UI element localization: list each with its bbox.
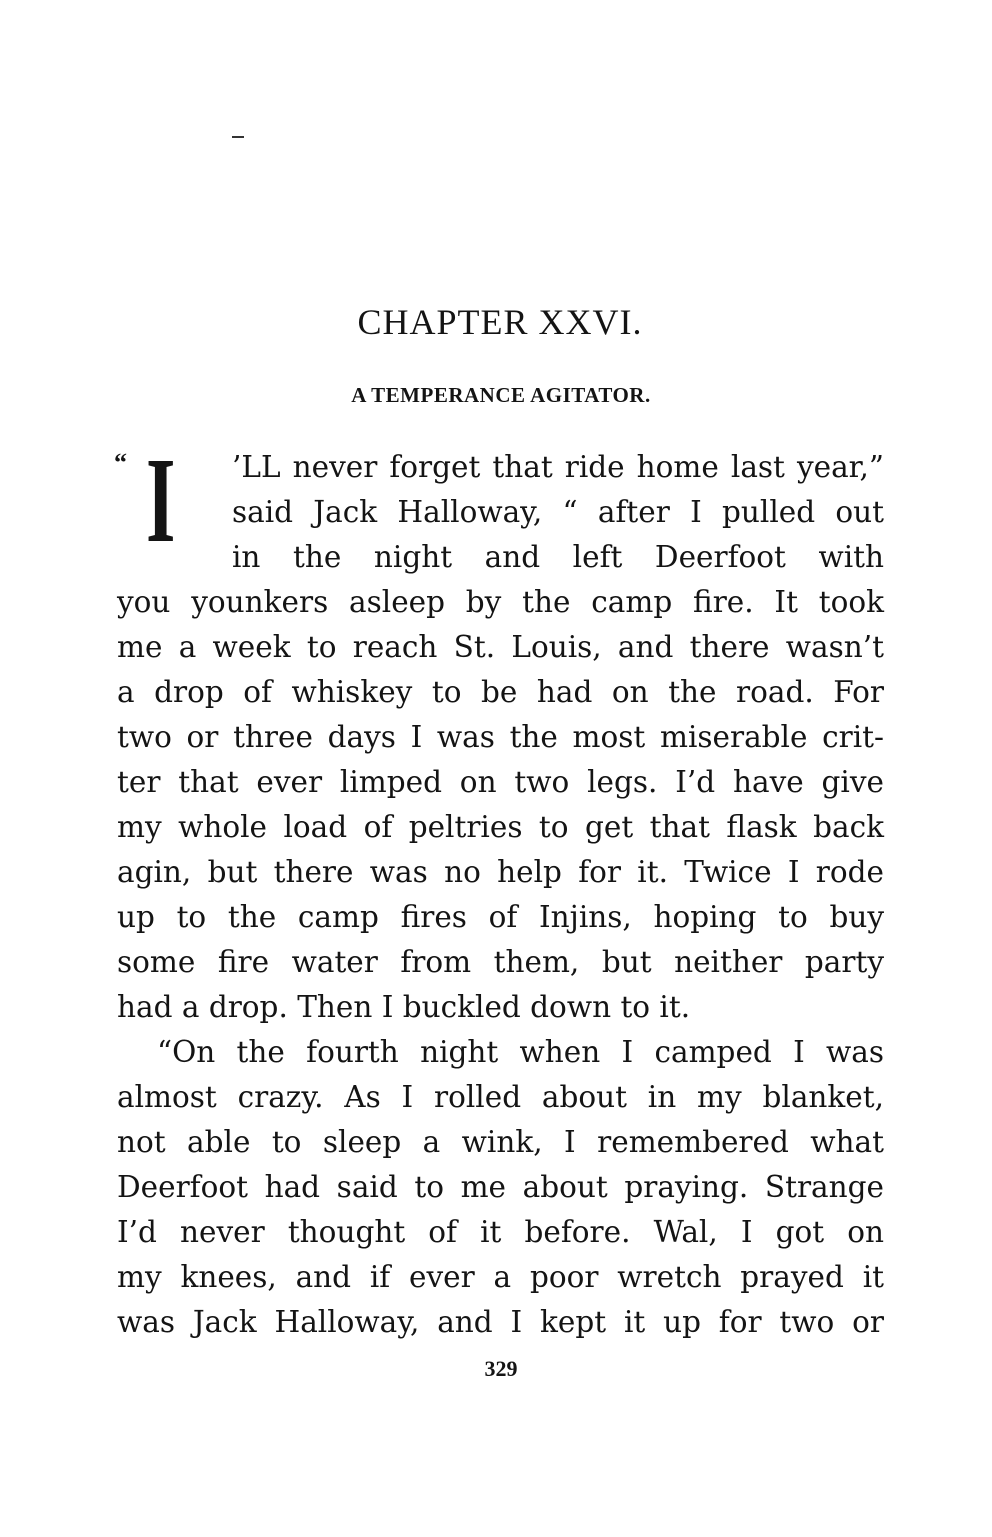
text-line: two or three days I was the most miserable crit-: [117, 720, 884, 754]
text-line: was Jack Halloway, and I kept it up for two or: [117, 1305, 884, 1339]
text-line: agin, but there was no help for it. Twice I rode: [117, 855, 884, 889]
text-line: my knees, and if ever a poor wretch prayed it: [117, 1260, 884, 1294]
text-line: ter that ever limped on two legs. I’d have give: [117, 765, 884, 799]
body-text: [117, 433, 884, 1345]
text-line: up to the camp fires of Injins, hoping to buy: [117, 900, 884, 934]
text-line: my whole load of peltries to get that flask back: [117, 810, 884, 844]
text-line: I’d never thought of it before. Wal, I got on: [117, 1215, 884, 1249]
drop-cap-letter: I: [146, 433, 176, 568]
text-line: in the night and left Deerfoot with: [232, 540, 884, 574]
text-line: ’LL never forget that ride home last year,”: [232, 450, 884, 484]
text-line: Deerfoot had said to me about praying. Strange: [117, 1170, 884, 1204]
text-line: almost crazy. As I rolled about in my blanket,: [117, 1080, 884, 1114]
text-line: “On the fourth night when I camped I was: [157, 1035, 884, 1069]
text-line: said Jack Halloway, “ after I pulled out: [232, 495, 884, 529]
text-line: a drop of whiskey to be had on the road. For: [117, 675, 884, 709]
chapter-title: A TEMPERANCE AGITATOR.: [351, 383, 651, 407]
chapter-number: CHAPTER XXVI.: [357, 302, 643, 342]
stray-print-mark: [232, 136, 244, 138]
page-number: 329: [484, 1356, 518, 1381]
text-line: not able to sleep a wink, I remembered what: [117, 1125, 884, 1159]
text-line: had a drop. Then I buckled down to it.: [117, 990, 691, 1024]
text-line: you younkers asleep by the camp fire. It took: [117, 585, 884, 619]
text-line: some fire water from them, but neither party: [117, 945, 884, 979]
drop-cap-quote: “: [114, 448, 127, 477]
text-line: me a week to reach St. Louis, and there wasn’t: [117, 630, 884, 664]
